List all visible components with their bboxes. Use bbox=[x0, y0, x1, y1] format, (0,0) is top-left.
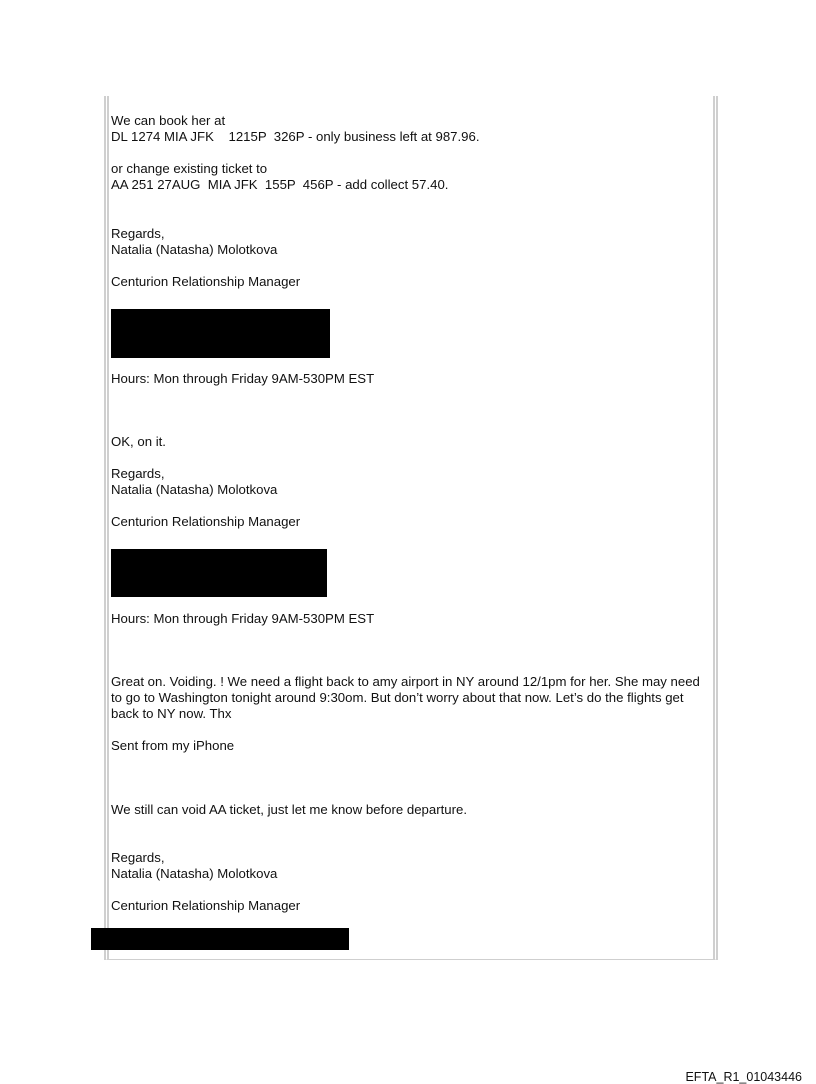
message-3-body: Great on. Voiding. ! We need a flight back to amy airport in NY around 12/1pm for her. She may need to go to Washington tonight around 9:30om. But don’t worry about that now. Let’s do the flights get back to NY now. Thx bbox=[111, 674, 700, 721]
redaction-block bbox=[91, 928, 349, 950]
message-4-sender-title: Centurion Relationship Manager bbox=[111, 898, 301, 913]
redaction-block bbox=[111, 549, 327, 597]
message-1-regards: Regards, bbox=[111, 226, 165, 241]
message-3-signature: Sent from my iPhone bbox=[111, 738, 235, 753]
message-1-line-4: AA 251 27AUG MIA JFK 155P 456P - add collect 57.40. bbox=[111, 177, 449, 192]
message-1-line-2: DL 1274 MIA JFK 1215P 326P - only business left at 987.96. bbox=[111, 129, 480, 144]
message-4-regards: Regards, bbox=[111, 850, 165, 865]
message-2-sender-title: Centurion Relationship Manager bbox=[111, 514, 301, 529]
message-4-sender-name: Natalia (Natasha) Molotkova bbox=[111, 866, 278, 881]
document-id: EFTA_R1_01043446 bbox=[685, 1069, 802, 1084]
message-1-line-3: or change existing ticket to bbox=[111, 161, 268, 176]
message-1-line-1: We can book her at bbox=[111, 113, 226, 128]
message-1-sender-title: Centurion Relationship Manager bbox=[111, 274, 301, 289]
message-2-regards: Regards, bbox=[111, 466, 165, 481]
message-2-sender-name: Natalia (Natasha) Molotkova bbox=[111, 482, 278, 497]
message-4-body: We still can void AA ticket, just let me know before departure. bbox=[111, 802, 467, 817]
message-1-sender-name: Natalia (Natasha) Molotkova bbox=[111, 242, 278, 257]
redaction-block bbox=[111, 309, 330, 358]
message-2-hours: Hours: Mon through Friday 9AM-530PM EST bbox=[111, 611, 375, 626]
message-2-body: OK, on it. bbox=[111, 434, 166, 449]
message-1-hours: Hours: Mon through Friday 9AM-530PM EST bbox=[111, 371, 375, 386]
